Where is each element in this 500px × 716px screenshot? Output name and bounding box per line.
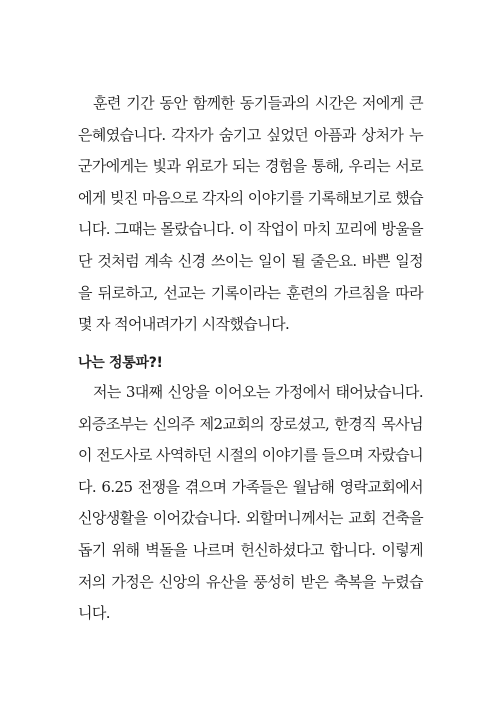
section-paragraph: 저는 3대째 신앙을 이어오는 가정에서 태어났습니다. 외증조부는 신의주 제2교회의 장로셨고, 한경직 목사님이 전도사로 사역하던 시절의 이야기를 들으며 자랐습니다. 6.25 전쟁을 겪으며 가족들은 월남해 영락교회에서 신앙생활을 이어갔습니다. 외할머니께서는 교회 건축을 돕기 위해 벽돌을 나르며 헌신하셨다고 합니다. 이렇게 저의 가정은 신앙의 유산을 풍성히 받은 축복을 누렸습니다. [78, 383, 423, 623]
section-heading: 나는 정통파?! [78, 355, 163, 371]
intro-paragraph: 훈련 기간 동안 함께한 동기들과의 시간은 저에게 큰 은혜였습니다. 각자가 숨기고 싶었던 아픔과 상처가 누군가에게는 빛과 위로가 되는 경험을 통해, 우리는 서로에게 빚진 마음으로 각자의 이야기를 기록해보기로 했습니다. 그때는 몰랐습니다. 이 작업이 마치 꼬리에 방울을 단 것처럼 계속 신경 쓰이는 일이 될 줄은요. 바쁜 일정을 뒤로하고, 선교는 기록이라는 훈련의 가르침을 따라 몇 자 적어내려가기 시작했습니다. [78, 94, 423, 334]
